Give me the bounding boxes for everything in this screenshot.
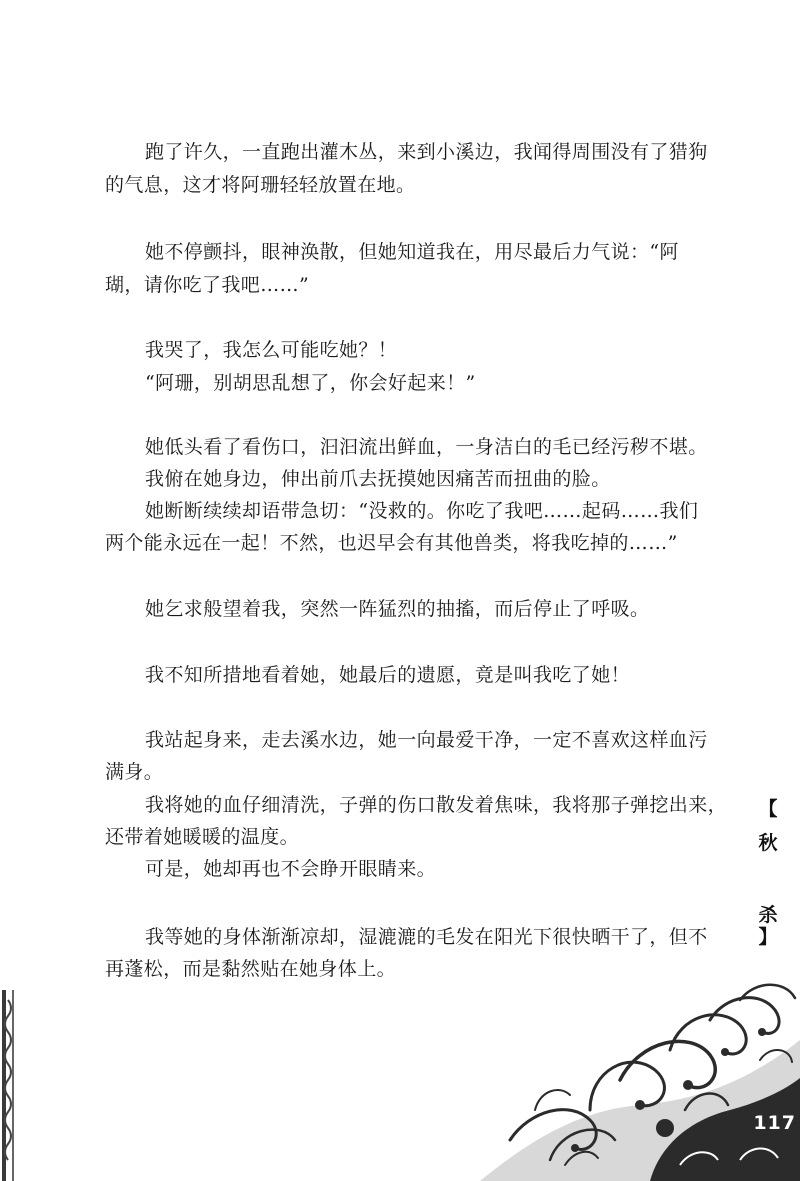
title-char-2: 杀 <box>758 904 778 926</box>
text-line: 我哭了，我怎么可能吃她？！ <box>145 339 398 361</box>
side-chapter-title <box>748 798 788 948</box>
page-number: 117 <box>753 1112 796 1134</box>
text-line: 瑚，请你吃了我吧……” <box>105 274 310 296</box>
text-line: 我俯在她身边，伸出前爪去抚摸她因痛苦而扭曲的脸。 <box>145 468 611 490</box>
text-line: 我将她的血仔细清洗，子弹的伤口散发着焦味，我将那子弹挖出来， <box>145 794 728 816</box>
title-char-1: 秋 <box>758 832 778 854</box>
text-line: 我等她的身体渐渐凉却，湿漉漉的毛发在阳光下很快晒干了，但不 <box>145 926 708 948</box>
open-bracket: 【 <box>758 798 778 820</box>
text-line: 满身。 <box>105 761 164 783</box>
text-line: 的气息，这才将阿珊轻轻放置在地。 <box>105 174 416 196</box>
text-line: 还带着她暖暖的温度。 <box>105 826 300 848</box>
text-line: 她不停颤抖，眼神涣散，但她知道我在，用尽最后力气说：“阿 <box>145 241 679 263</box>
text-line: 我站起身来，走去溪水边，她一向最爱干净，一定不喜欢这样血污 <box>145 729 708 751</box>
text-line: 她断断续续却语带急切：“没救的。你吃了我吧……起码……我们 <box>145 500 699 522</box>
text-line: “阿珊，别胡思乱想了，你会好起来！” <box>145 372 476 394</box>
decorative-swirl-ornament <box>440 960 800 1181</box>
text-line: 可是，她却再也不会睁开眼睛来。 <box>145 858 437 880</box>
text-line: 她低头看了看伤口，汩汩流出鲜血，一身洁白的毛已经污秽不堪。 <box>145 436 708 458</box>
text-line: 她乞求般望着我，突然一阵猛烈的抽搐，而后停止了呼吸。 <box>145 598 650 620</box>
text-line: 跑了许久，一直跑出灌木丛，来到小溪边，我闻得周围没有了猎狗 <box>145 141 708 163</box>
binding-border-ornament <box>0 990 16 1181</box>
close-bracket: 】 <box>758 926 778 948</box>
text-line: 我不知所措地看着她，她最后的遗愿，竟是叫我吃了她！ <box>145 664 631 686</box>
text-line: 再蓬松，而是黏然贴在她身体上。 <box>105 958 397 980</box>
text-line: 两个能永远在一起！不然，也迟早会有其他兽类，将我吃掉的……” <box>105 532 678 554</box>
